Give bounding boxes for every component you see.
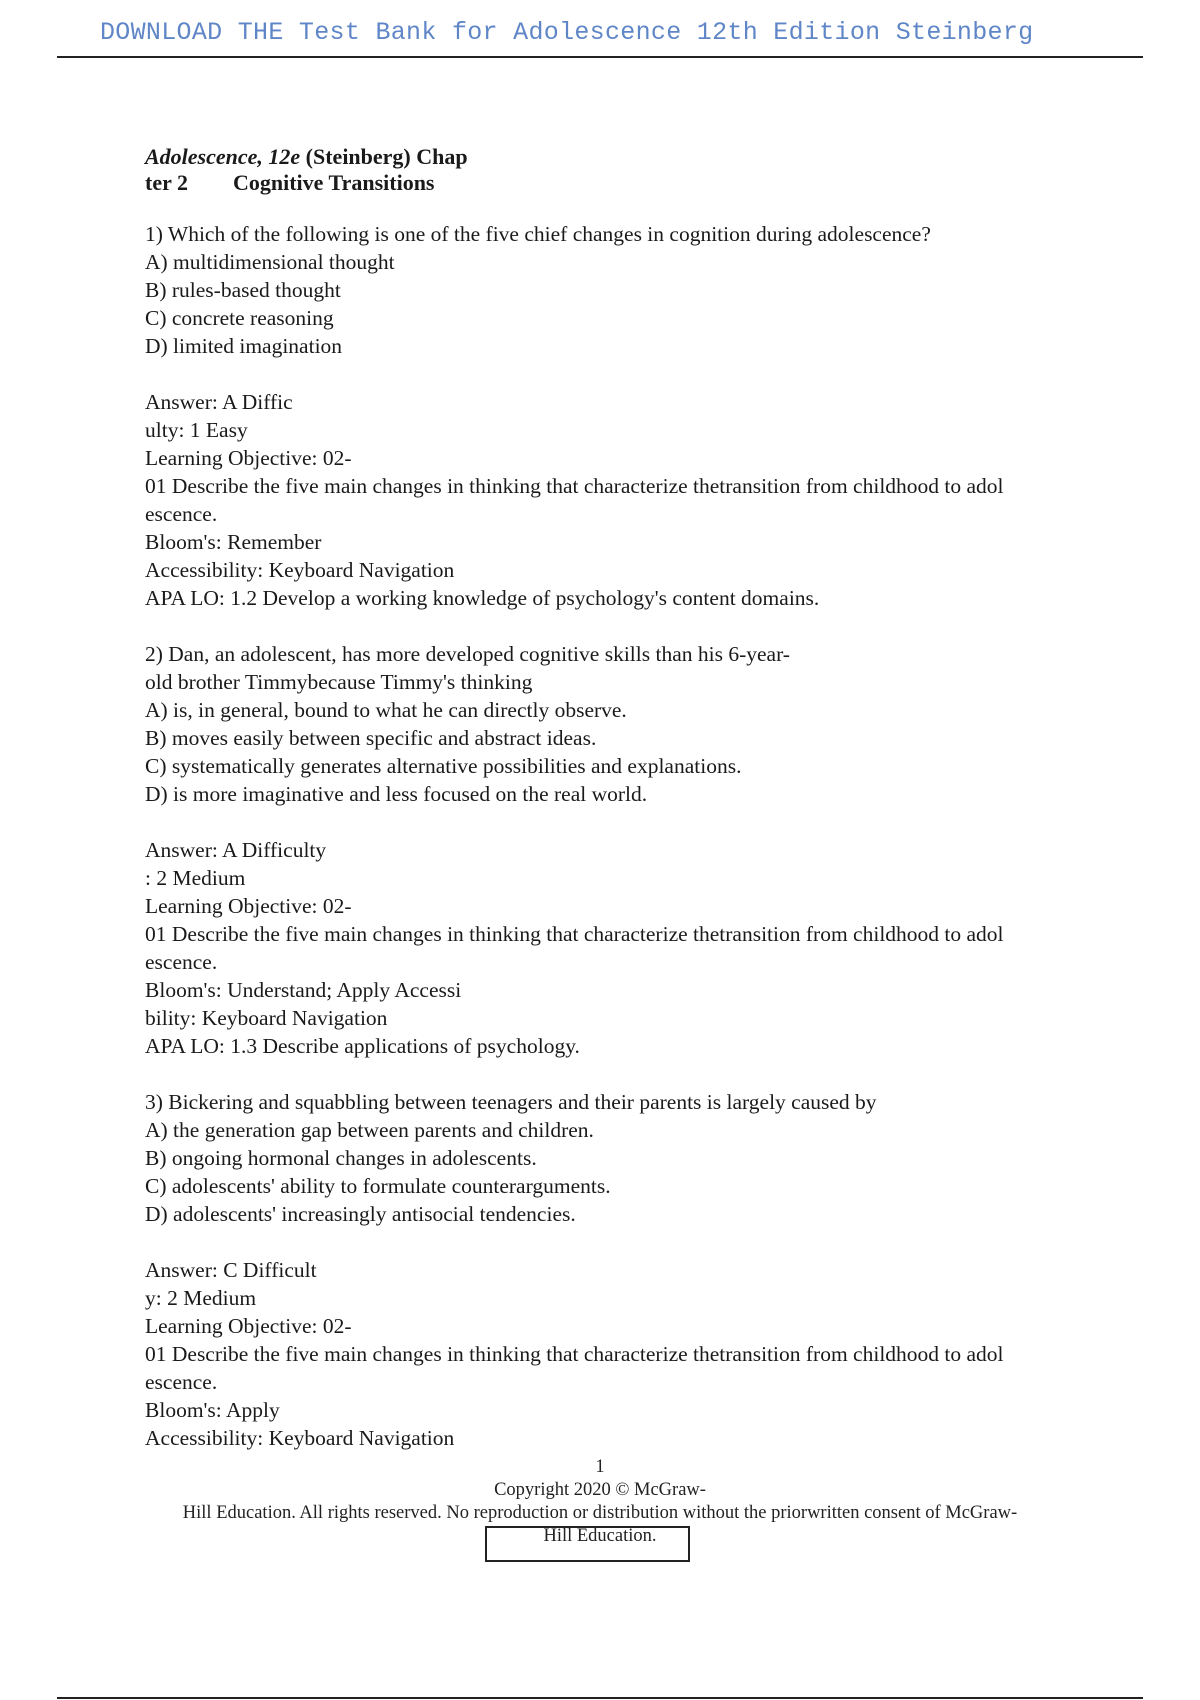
title-line-1-rest: (Steinberg) Chap — [300, 144, 468, 169]
answer-option: C) systematically generates alternative possibilities and explanations. — [145, 754, 742, 778]
answer-meta-line: y: 2 Medium — [145, 1286, 257, 1310]
title-line-1 — [145, 144, 1115, 170]
answer-option: A) is, in general, bound to what he can directly observe. — [145, 698, 627, 722]
title-line-2 — [145, 170, 1115, 196]
answer-meta-line: Bloom's: Understand; Apply Accessi — [145, 978, 462, 1002]
answer-meta-line: Answer: A Diffic — [145, 390, 293, 414]
document-body — [145, 144, 1115, 1452]
answer-option: C) concrete reasoning — [145, 306, 334, 330]
answer-meta-line: APA LO: 1.2 Develop a working knowledge of psychology's content domains. — [145, 586, 820, 610]
answer-meta-line: Accessibility: Keyboard Navigation — [145, 558, 455, 582]
answer-meta-line: 01 Describe the five main changes in thinking that characterize thetransition from childhood to adol — [145, 474, 1004, 498]
question-stem: 1) Which of the following is one of the five chief changes in cognition during adolescence? — [145, 222, 931, 246]
answer-meta-line: Learning Objective: 02- — [145, 446, 352, 470]
answer-meta-line: bility: Keyboard Navigation — [145, 1006, 388, 1030]
question-stem: old brother Timmybecause Timmy's thinking — [145, 670, 533, 694]
answer-option: C) adolescents' ability to formulate counterarguments. — [145, 1174, 611, 1198]
header-rule — [57, 56, 1143, 58]
answer-meta-line: Answer: A Difficulty — [145, 838, 327, 862]
page-number: 1 — [595, 1457, 605, 1477]
answer-meta-line: Bloom's: Apply — [145, 1398, 280, 1422]
answer-meta-line: ulty: 1 Easy — [145, 418, 248, 442]
rights-line: Hill Education. All rights reserved. No reproduction or distribution without the priorwritten consent of McGraw- — [182, 1503, 1018, 1523]
answer-option: A) multidimensional thought — [145, 250, 395, 274]
footer-box — [485, 1526, 690, 1562]
answer-meta-line: Bloom's: Remember — [145, 530, 322, 554]
question-block — [145, 220, 1115, 640]
publisher-line: Hill Education. — [543, 1526, 657, 1546]
question-stem: 2) Dan, an adolescent, has more developed cognitive skills than his 6-year- — [145, 642, 790, 666]
answer-meta-line: APA LO: 1.3 Describe applications of psychology. — [145, 1034, 580, 1058]
answer-meta-line: escence. — [145, 1370, 218, 1394]
answer-option: D) adolescents' increasingly antisocial tendencies. — [145, 1202, 576, 1226]
footer-rule — [57, 1697, 1143, 1699]
answer-meta-line: 01 Describe the five main changes in thinking that characterize thetransition from childhood to adol — [145, 922, 1004, 946]
copyright-line: Copyright 2020 © McGraw- — [494, 1480, 706, 1500]
answer-meta-line: Learning Objective: 02- — [145, 1314, 352, 1338]
answer-meta-line: Accessibility: Keyboard Navigation — [145, 1426, 455, 1450]
chapter-name: Cognitive Transitions — [233, 170, 435, 195]
answer-meta-line: escence. — [145, 502, 218, 526]
question-list — [145, 220, 1115, 1452]
answer-option: B) ongoing hormonal changes in adolescents. — [145, 1146, 537, 1170]
answer-meta-line: Answer: C Difficult — [145, 1258, 317, 1282]
answer-meta-line: Learning Objective: 02- — [145, 894, 352, 918]
question-block — [145, 1088, 1115, 1452]
answer-meta-line: escence. — [145, 950, 218, 974]
answer-option: D) limited imagination — [145, 334, 343, 358]
question-stem: 3) Bickering and squabbling between teenagers and their parents is largely caused by — [145, 1090, 877, 1114]
answer-meta-line: 01 Describe the five main changes in thinking that characterize thetransition from childhood to adol — [145, 1342, 1004, 1366]
book-title: Adolescence, 12e — [145, 144, 301, 169]
answer-meta-line: : 2 Medium — [145, 866, 246, 890]
download-banner[interactable]: DOWNLOAD THE Test Bank for Adolescence 12th Edition Steinberg — [100, 18, 1034, 47]
answer-option: B) moves easily between specific and abstract ideas. — [145, 726, 597, 750]
answer-option: B) rules-based thought — [145, 278, 341, 302]
answer-option: D) is more imaginative and less focused on the real world. — [145, 782, 648, 806]
question-block — [145, 640, 1115, 1088]
chapter-title — [145, 144, 1115, 196]
title-line-2-start: ter 2 — [145, 170, 188, 195]
answer-option: A) the generation gap between parents and children. — [145, 1118, 594, 1142]
